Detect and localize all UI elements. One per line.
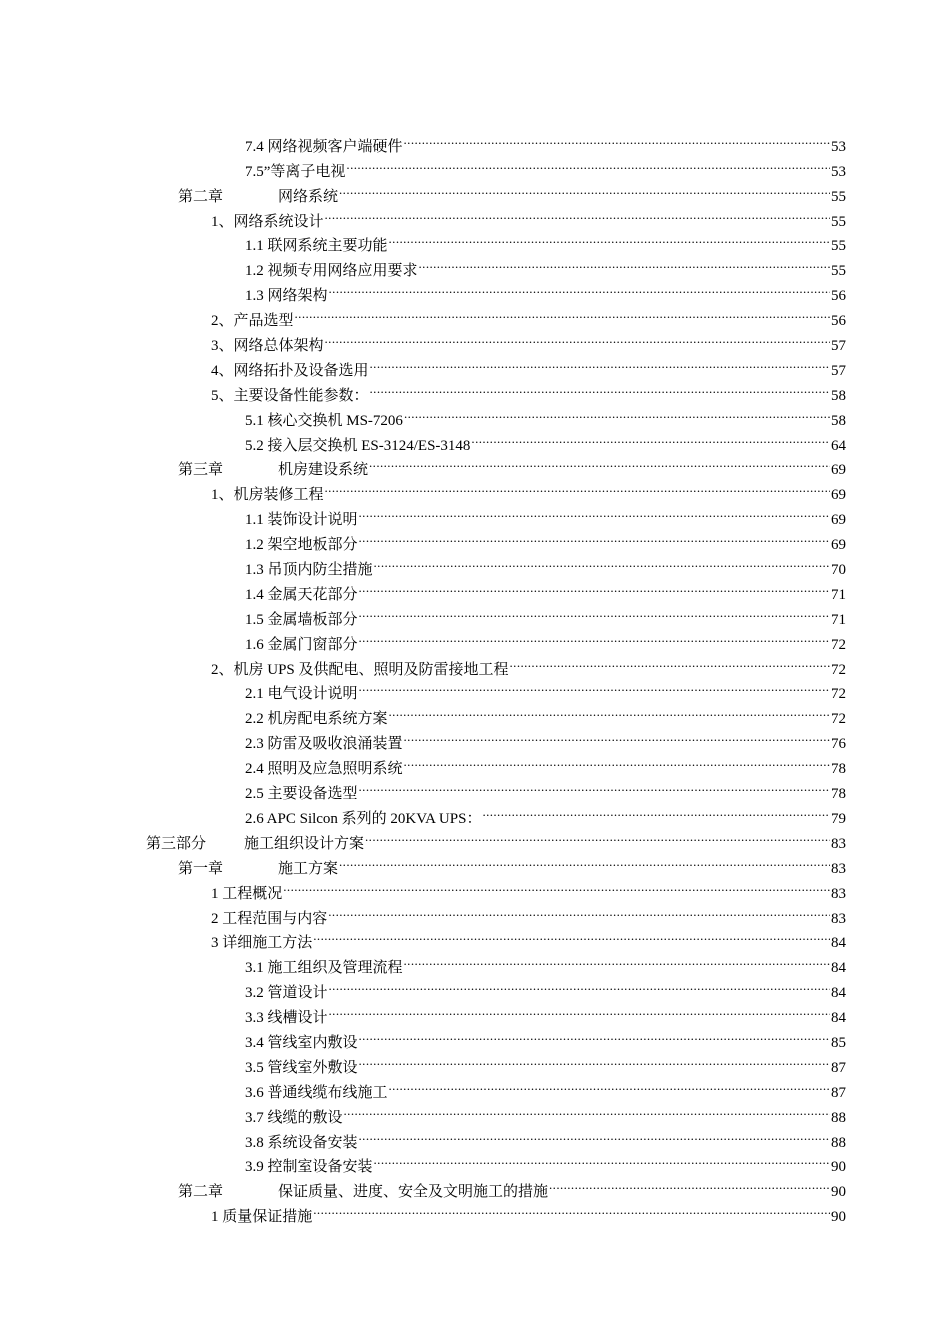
toc-entry[interactable]: [0, 474, 950, 504]
toc-dot-leader: [359, 1047, 830, 1072]
toc-entry[interactable]: [0, 1072, 950, 1101]
toc-dot-leader: [471, 425, 830, 450]
toc-entry[interactable]: [0, 748, 950, 778]
toc-entry[interactable]: [0, 972, 950, 1002]
toc-entry-title: 施工方案: [278, 860, 339, 877]
toc-entry[interactable]: [0, 649, 950, 678]
toc-entry[interactable]: [0, 898, 950, 927]
toc-entry-title: 2.3 防雷及吸收浪涌装置: [245, 736, 403, 753]
toc-entry-page-number: 84: [831, 935, 846, 952]
toc-entry-title: 1.2 架空地板部分: [245, 537, 358, 554]
toc-entry-title: 4、网络拓扑及设备选用: [211, 362, 369, 379]
toc-entry-title: 3.1 施工组织及管理流程: [245, 960, 403, 977]
toc-entry-title: 7.5”等离子电视: [245, 163, 346, 180]
toc-dot-leader: [329, 275, 830, 300]
toc-entry-label: [211, 1205, 312, 1230]
toc-dot-leader: [313, 1196, 830, 1221]
toc-entry-page-number: 84: [831, 1010, 846, 1027]
toc-dot-leader: [404, 947, 830, 972]
toc-entry[interactable]: [0, 773, 950, 803]
toc-dot-leader: [359, 1122, 830, 1147]
toc-entry-page-number: 55: [831, 238, 846, 255]
toc-dot-leader: [370, 375, 830, 400]
toc-entry[interactable]: [0, 499, 950, 529]
toc-entry[interactable]: [0, 350, 950, 379]
toc-entry-page-number: 87: [831, 1059, 846, 1076]
toc-entry-page-number: 90: [831, 1184, 846, 1201]
toc-entry-page-number: 90: [831, 1209, 846, 1226]
toc-dot-leader: [389, 1072, 830, 1097]
toc-entry-title: 2.5 主要设备选型: [245, 786, 358, 803]
toc-entry-page-number: 71: [831, 586, 846, 603]
toc-entry-title: 2、机房 UPS 及供配电、照明及防雷接地工程: [211, 661, 509, 678]
toc-entry-prefix: 第二章: [178, 188, 224, 205]
toc-dot-leader: [339, 176, 830, 201]
toc-entry-page-number: 56: [831, 313, 846, 330]
toc-entry-page-number: 69: [831, 462, 846, 479]
toc-entry-page-number: 55: [831, 263, 846, 280]
toc-entry[interactable]: [0, 674, 950, 703]
toc-entry[interactable]: [0, 250, 950, 280]
toc-dot-leader: [404, 400, 830, 425]
toc-dot-leader: [339, 848, 830, 873]
toc-dot-leader: [359, 674, 830, 699]
toc-entry-page-number: 58: [831, 412, 846, 429]
toc-entry-title: 2.2 机房配电系统方案: [245, 711, 388, 728]
toc-dot-leader: [374, 549, 830, 574]
toc-entry-title: 1.5 金属墙板部分: [245, 611, 358, 628]
toc-entry[interactable]: [0, 1122, 950, 1151]
toc-entry-title: 1.2 视频专用网络应用要求: [245, 263, 418, 280]
toc-dot-leader: [359, 624, 830, 649]
toc-entry-title: 3.8 系统设备安装: [245, 1134, 358, 1151]
toc-entry-title: 1 工程概况: [211, 885, 283, 902]
toc-entry-title: 3.5 管线室外敷设: [245, 1059, 358, 1076]
toc-entry-title: 1.1 联网系统主要功能: [245, 238, 388, 255]
toc-entry[interactable]: [0, 1171, 950, 1201]
toc-entry-page-number: 72: [831, 711, 846, 728]
toc-dot-leader: [510, 649, 830, 674]
toc-entry[interactable]: [0, 947, 950, 977]
toc-entry-page-number: 78: [831, 786, 846, 803]
toc-entry-title: 2.6 APC Silcon 系列的 20KVA UPS：: [245, 810, 482, 827]
toc-entry-title: 3.9 控制室设备安装: [245, 1159, 373, 1176]
toc-dot-leader: [359, 599, 830, 624]
toc-entry-page-number: 69: [831, 487, 846, 504]
toc-entry-page-number: 72: [831, 686, 846, 703]
toc-entry[interactable]: [0, 1047, 950, 1076]
toc-entry-title: 7.4 网络视频客户端硬件: [245, 138, 403, 155]
toc-dot-leader: [365, 823, 830, 848]
table-of-contents: [0, 126, 950, 1226]
toc-dot-leader: [328, 898, 830, 923]
toc-dot-leader: [283, 873, 830, 898]
toc-entry[interactable]: [0, 574, 950, 603]
toc-entry[interactable]: [0, 624, 950, 653]
toc-dot-leader: [359, 773, 830, 798]
toc-dot-leader: [404, 748, 830, 773]
toc-entry[interactable]: [0, 201, 950, 230]
toc-entry-page-number: 70: [831, 562, 846, 579]
toc-dot-leader: [359, 1022, 830, 1047]
toc-entry[interactable]: [0, 549, 950, 579]
toc-entry-page-number: 56: [831, 288, 846, 305]
toc-entry[interactable]: [0, 450, 950, 479]
toc-entry-page-number: 79: [831, 810, 846, 827]
toc-entry[interactable]: [0, 126, 950, 155]
toc-entry[interactable]: [0, 923, 950, 952]
toc-entry-page-number: 55: [831, 213, 846, 230]
toc-entry-title: 1.3 吊顶内防尘措施: [245, 562, 373, 579]
toc-entry[interactable]: [0, 400, 950, 429]
toc-entry-title: 2.4 照明及应急照明系统: [245, 761, 403, 778]
toc-entry-page-number: 76: [831, 736, 846, 753]
toc-entry-title: 网络系统: [278, 188, 339, 205]
toc-entry-page-number: 72: [831, 636, 846, 653]
toc-dot-leader: [549, 1171, 830, 1196]
toc-entry-page-number: 83: [831, 910, 846, 927]
toc-dot-leader: [329, 972, 830, 997]
toc-entry-title: 5.1 核心交换机 MS-7206: [245, 412, 403, 429]
toc-entry-page-number: 58: [831, 387, 846, 404]
toc-entry-page-number: 85: [831, 1034, 846, 1051]
toc-dot-leader: [325, 325, 830, 350]
toc-entry[interactable]: [0, 325, 950, 355]
toc-entry[interactable]: [0, 997, 950, 1027]
toc-entry-title: 1.4 金属天花部分: [245, 586, 358, 603]
toc-entry-title: 3.3 线槽设计: [245, 1010, 328, 1027]
toc-dot-leader: [404, 126, 830, 151]
toc-entry-page-number: 57: [831, 338, 846, 355]
toc-dot-leader: [370, 350, 830, 375]
toc-entry[interactable]: [0, 823, 950, 852]
toc-entry-title: 保证质量、进度、安全及文明施工的措施: [278, 1184, 549, 1201]
toc-entry-page-number: 53: [831, 163, 846, 180]
toc-entry-title: 1.3 网络架构: [245, 288, 328, 305]
toc-entry[interactable]: [0, 723, 950, 753]
toc-dot-leader: [346, 151, 830, 176]
toc-entry[interactable]: [0, 425, 950, 454]
toc-entry-title: 施工组织设计方案: [244, 835, 365, 852]
toc-entry[interactable]: [0, 1022, 950, 1051]
toc-entry-page-number: 87: [831, 1084, 846, 1101]
toc-entry-title: 1、网络系统设计: [211, 213, 324, 230]
toc-entry[interactable]: [0, 1097, 950, 1126]
toc-entry[interactable]: [0, 226, 950, 255]
toc-entry-prefix: 第三部分: [146, 835, 207, 852]
toc-entry-title: 5、主要设备性能参数：: [211, 387, 369, 404]
toc-dot-leader: [389, 698, 830, 723]
toc-entry-page-number: 90: [831, 1159, 846, 1176]
toc-dot-leader: [344, 1097, 830, 1122]
toc-entry-title: 1.6 金属门窗部分: [245, 636, 358, 653]
toc-entry-title: 2、产品选型: [211, 313, 294, 330]
toc-entry[interactable]: [0, 524, 950, 554]
toc-dot-leader: [313, 923, 830, 948]
toc-entry[interactable]: [0, 1196, 950, 1226]
toc-entry[interactable]: [0, 1147, 950, 1176]
toc-entry-title: 2 工程范围与内容: [211, 910, 328, 927]
toc-entry[interactable]: [0, 300, 950, 330]
toc-dot-leader: [359, 499, 830, 524]
toc-entry-page-number: 83: [831, 885, 846, 902]
toc-entry-title: 2.1 电气设计说明: [245, 686, 358, 703]
toc-entry-page-number: 55: [831, 188, 846, 205]
toc-entry-title: 1.1 装饰设计说明: [245, 512, 358, 529]
toc-entry[interactable]: [0, 176, 950, 205]
toc-dot-leader: [419, 250, 830, 275]
toc-entry-title: 机房建设系统: [278, 462, 369, 479]
toc-entry-title: 3.2 管道设计: [245, 985, 328, 1002]
toc-entry-page-number: 88: [831, 1109, 846, 1126]
toc-dot-leader: [389, 226, 830, 251]
toc-entry-page-number: 71: [831, 611, 846, 628]
toc-entry-page-number: 72: [831, 661, 846, 678]
toc-entry-page-number: 53: [831, 138, 846, 155]
toc-entry-title: 3 详细施工方法: [211, 935, 313, 952]
toc-dot-leader: [325, 474, 830, 499]
toc-entry[interactable]: [0, 375, 950, 404]
toc-entry-page-number: 69: [831, 537, 846, 554]
toc-entry-page-number: 83: [831, 835, 846, 852]
toc-dot-leader: [329, 997, 830, 1022]
toc-entry[interactable]: [0, 848, 950, 877]
toc-entry-title: 1 质量保证措施: [211, 1209, 313, 1226]
toc-entry[interactable]: [0, 798, 950, 827]
toc-entry-title: 3.6 普通线缆布线施工: [245, 1084, 388, 1101]
toc-entry[interactable]: [0, 599, 950, 628]
toc-dot-leader: [482, 798, 830, 823]
toc-dot-leader: [374, 1147, 830, 1172]
toc-entry-page-number: 78: [831, 761, 846, 778]
toc-entry-page-number: 84: [831, 985, 846, 1002]
toc-entry[interactable]: [0, 275, 950, 305]
toc-entry[interactable]: [0, 873, 950, 902]
toc-entry-title: 1、机房装修工程: [211, 487, 324, 504]
toc-dot-leader: [295, 300, 830, 325]
toc-dot-leader: [404, 723, 830, 748]
toc-entry-title: 3.4 管线室内敷设: [245, 1034, 358, 1051]
toc-entry-page-number: 83: [831, 860, 846, 877]
toc-entry-prefix: 第三章: [178, 462, 224, 479]
toc-entry-page-number: 88: [831, 1134, 846, 1151]
toc-entry-page-number: 69: [831, 512, 846, 529]
toc-dot-leader: [359, 574, 830, 599]
toc-dot-leader: [359, 524, 830, 549]
toc-entry-page-number: 64: [831, 437, 846, 454]
toc-dot-leader: [325, 201, 830, 226]
toc-entry[interactable]: [0, 151, 950, 180]
toc-entry-title: 5.2 接入层交换机 ES-3124/ES-3148: [245, 437, 471, 454]
toc-entry-prefix: 第一章: [178, 860, 224, 877]
toc-entry-page-number: 84: [831, 960, 846, 977]
toc-entry[interactable]: [0, 698, 950, 728]
toc-dot-leader: [369, 450, 830, 475]
toc-entry-page-number: 57: [831, 362, 846, 379]
toc-entry-prefix: 第二章: [178, 1184, 224, 1201]
toc-entry-title: 3.7 线缆的敷设: [245, 1109, 343, 1126]
toc-entry-title: 3、网络总体架构: [211, 338, 324, 355]
